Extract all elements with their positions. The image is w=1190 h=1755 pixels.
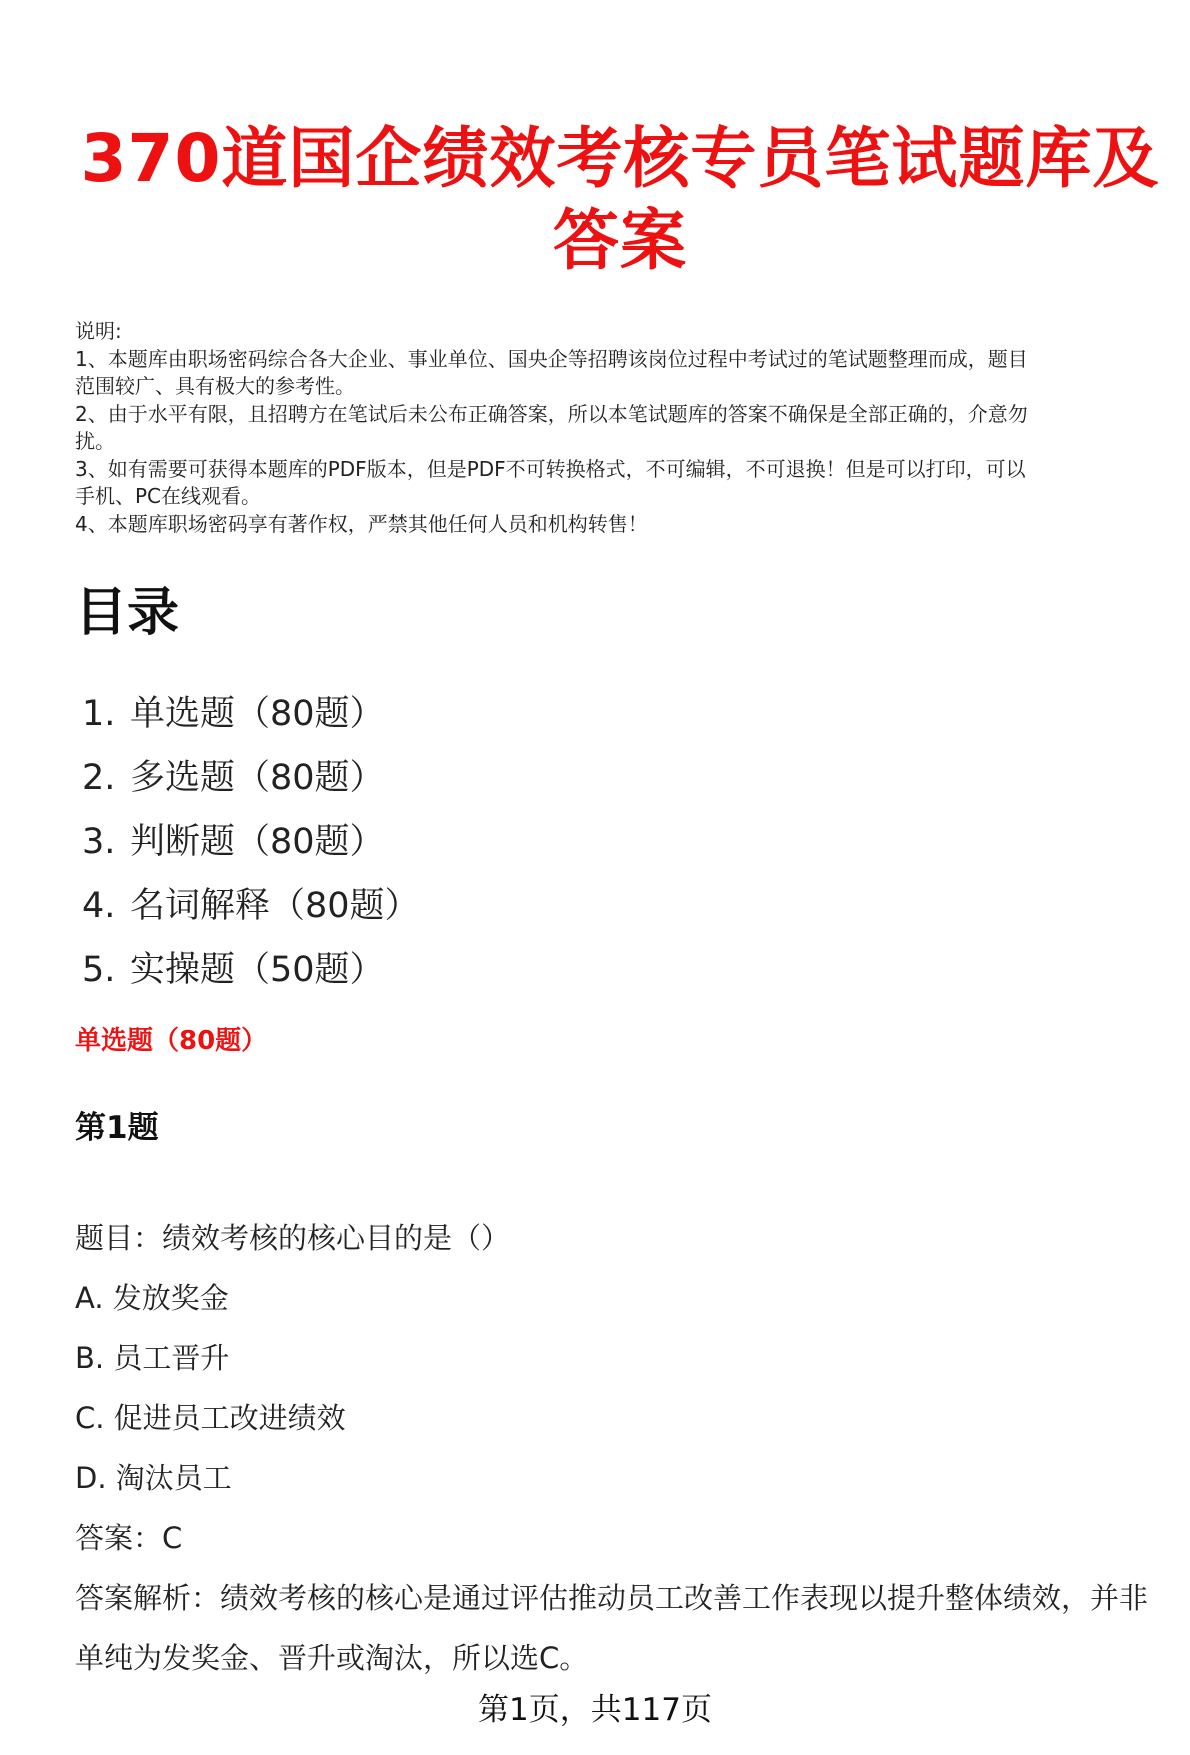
notes-line: 范围较广、具有极大的参考性。 [75, 374, 355, 398]
toc-item-label: 判断题（80题） [130, 822, 385, 862]
toc-item-single-choice[interactable] [82, 682, 420, 746]
toc-item-number: 5. [82, 950, 116, 990]
toc-item-number: 3. [82, 822, 116, 862]
toc-item-label: 名词解释（80题） [130, 886, 420, 926]
toc-item-label: 实操题（50题） [130, 950, 385, 990]
toc-item-true-false[interactable] [82, 810, 420, 874]
toc-item-practical[interactable] [82, 938, 420, 1002]
toc-item-label: 单选题（80题） [130, 694, 385, 734]
notes-block [75, 318, 1155, 538]
notes-line: 3、如有需要可获得本题库的PDF版本，但是PDF不可转换格式，不可编辑，不可退换！但是可以打印，可以 [75, 456, 1026, 481]
question-number: 第1题 [75, 1110, 159, 1146]
document-title: 370道国企绩效考核专员笔试题库及答案 [80, 120, 1160, 279]
toc-item-number: 4. [82, 886, 116, 926]
question-block [75, 1208, 1165, 1688]
toc-item-multiple-choice[interactable] [82, 746, 420, 810]
notes-line: 2、由于水平有限，且招聘方在笔试后未公布正确答案，所以本笔试题库的答案不确保是全部正确的，介意勿 [75, 401, 1028, 426]
answer-analysis: 答案解析：绩效考核的核心是通过评估推动员工改善工作表现以提升整体绩效，并非单纯为发奖金、晋升或淘汰，所以选C。 [75, 1581, 1149, 1675]
section-title: 单选题（80题） [75, 1026, 268, 1056]
toc-item-number: 2. [82, 758, 116, 798]
option-c: C. 促进员工改进绩效 [75, 1401, 346, 1435]
notes-line: 手机、PC在线观看。 [75, 484, 262, 508]
notes-line: 4、本题库职场密码享有著作权，严禁其他任何人员和机构转售！ [75, 511, 648, 536]
answer: 答案：C [75, 1521, 183, 1555]
notes-line: 扰。 [75, 429, 115, 453]
toc-item-term-definition[interactable] [82, 874, 420, 938]
page-footer: 第1页，共117页 [478, 1692, 712, 1728]
toc-list [82, 682, 420, 1002]
question-stem: 题目：绩效考核的核心目的是（） [75, 1221, 511, 1255]
option-a: A. 发放奖金 [75, 1281, 229, 1315]
toc-item-number: 1. [82, 694, 116, 734]
option-b: B. 员工晋升 [75, 1341, 230, 1375]
toc-heading: 目录 [75, 583, 180, 643]
notes-heading: 说明: [75, 319, 122, 343]
notes-line: 1、本题库由职场密码综合各大企业、事业单位、国央企等招聘该岗位过程中考试过的笔试题整理而成，题目 [75, 346, 1028, 371]
option-d: D. 淘汰员工 [75, 1461, 232, 1495]
toc-item-label: 多选题（80题） [130, 758, 385, 798]
